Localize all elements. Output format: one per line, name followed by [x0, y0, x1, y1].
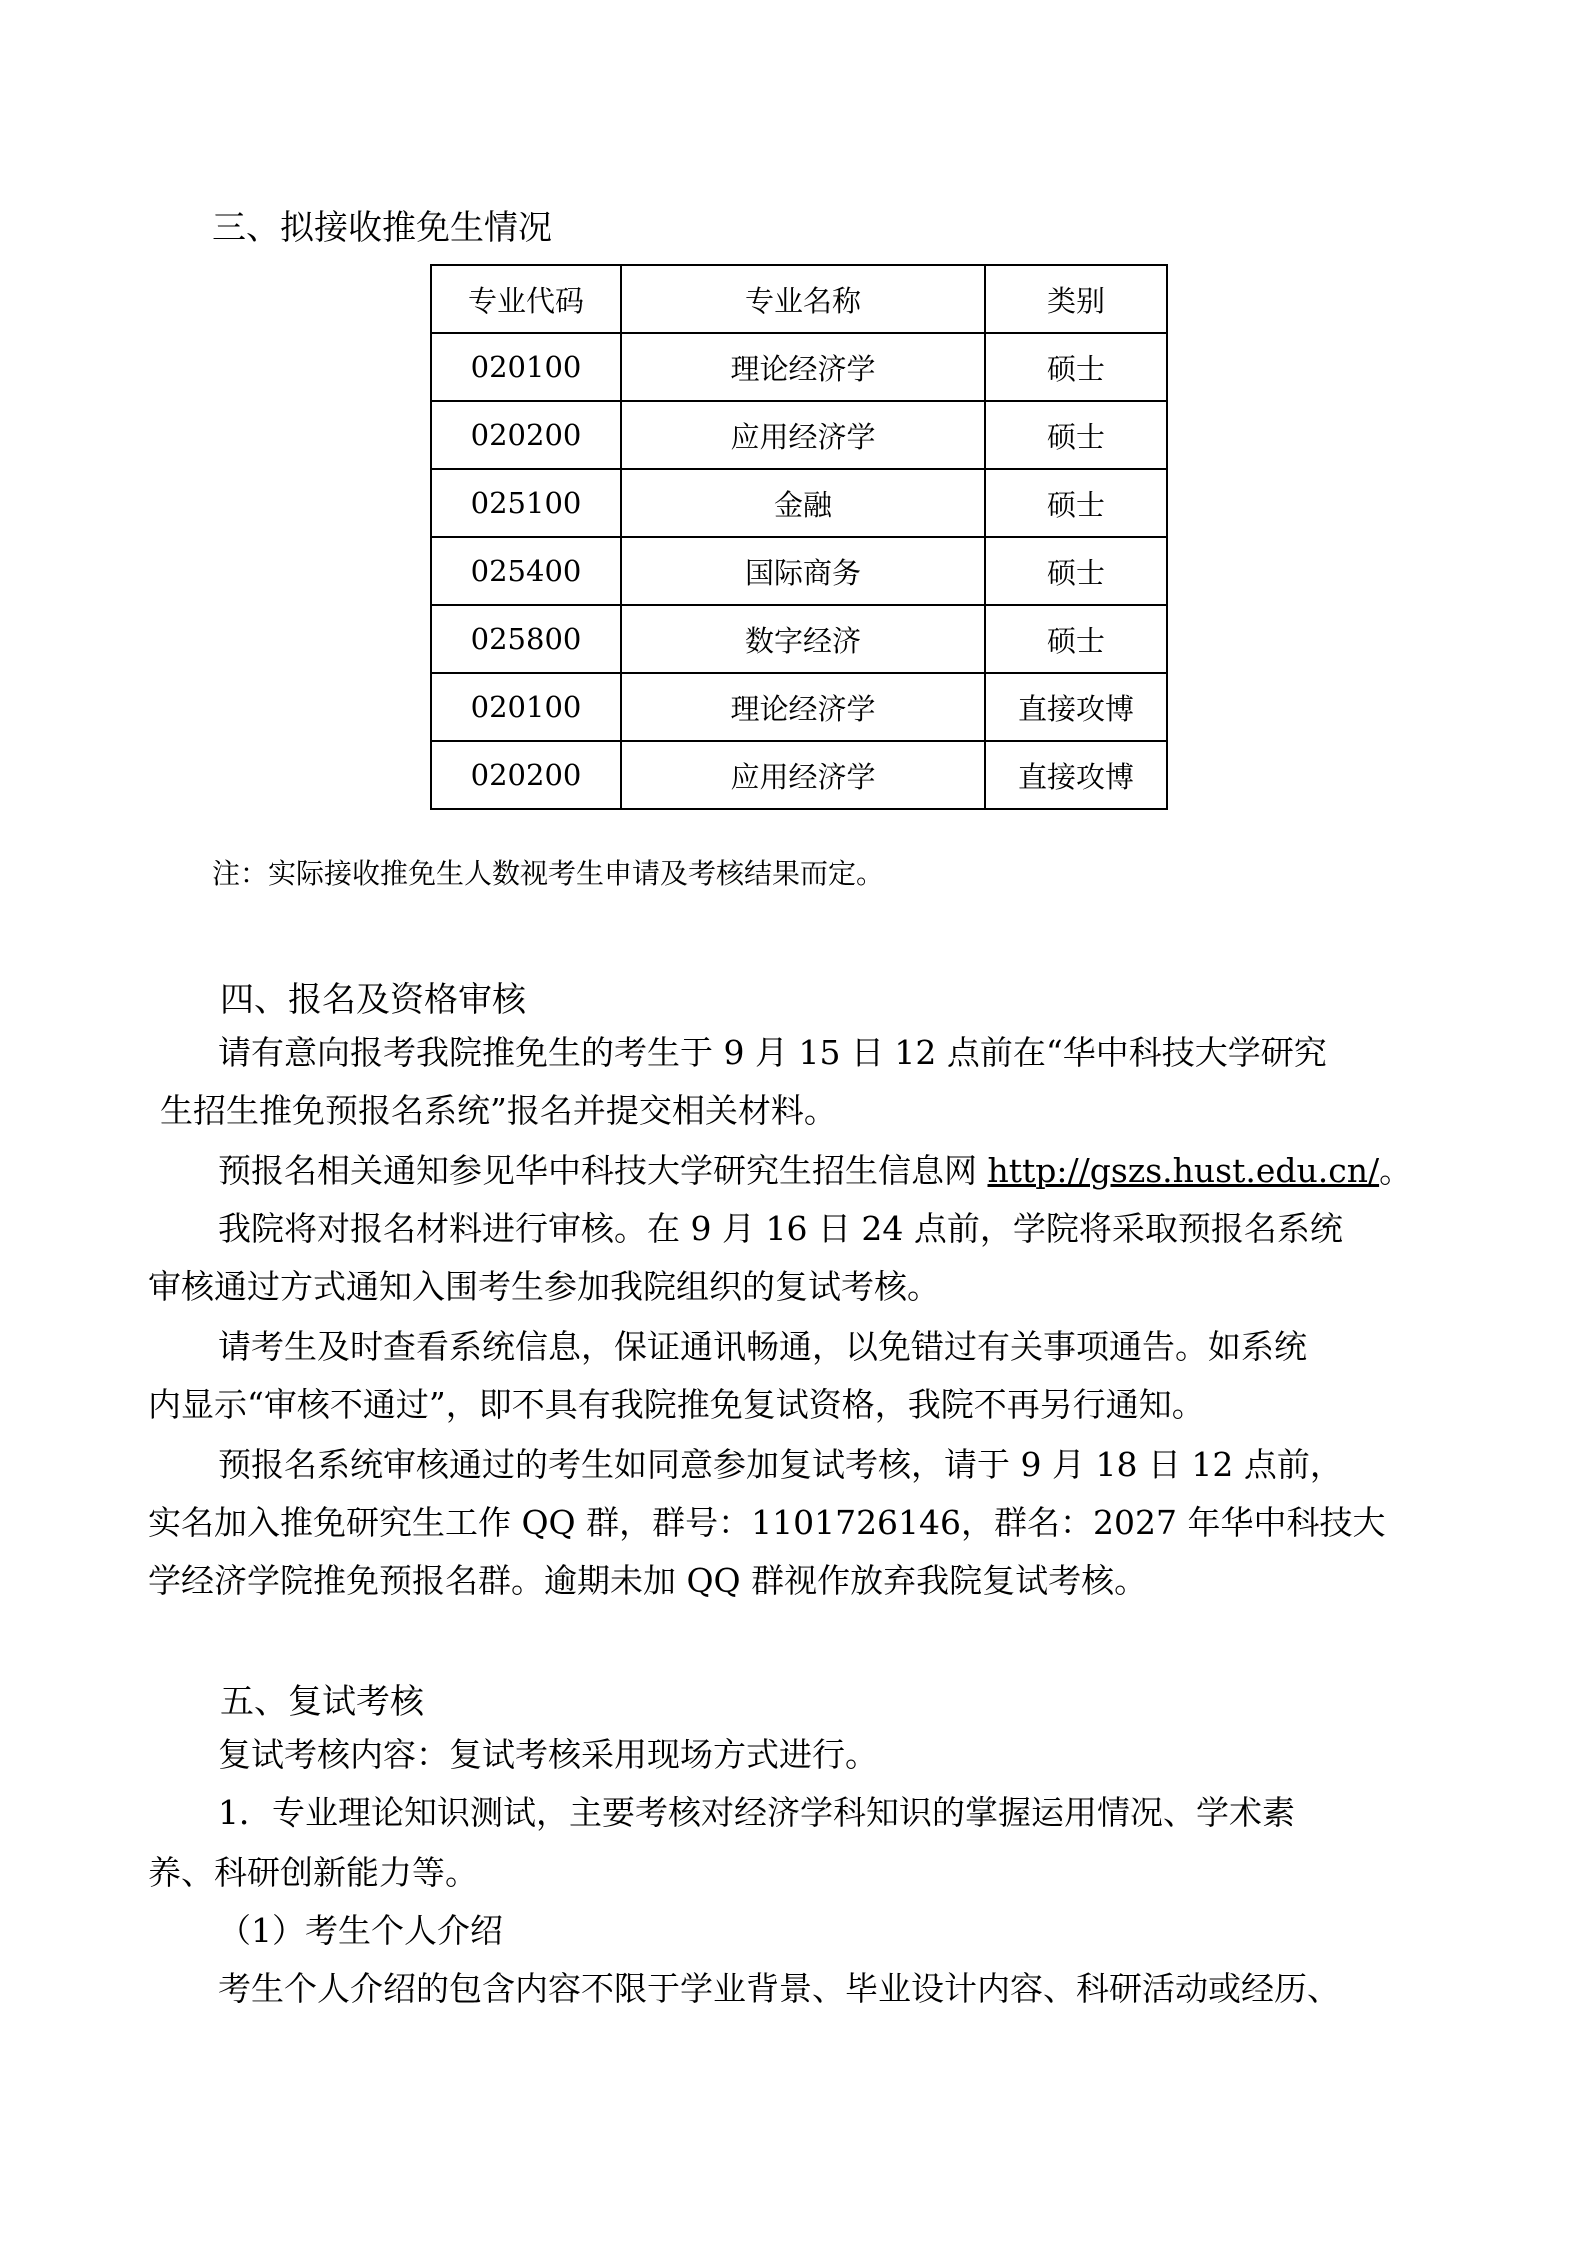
cell-code: 025800: [431, 605, 621, 673]
table-row: [431, 673, 1167, 741]
cell-category: 硕士: [985, 469, 1167, 537]
paragraph-line: 审核通过方式通知入围考生参加我院组织的复试考核。: [148, 1267, 940, 1306]
paragraph-line: 我院将对报名材料进行审核。在 9 月 16 日 24 点前，学院将采取预报名系统: [218, 1209, 1343, 1248]
admissions-site-link[interactable]: http://gszs.hust.edu.cn/: [987, 1151, 1380, 1190]
section-3-heading: 三、拟接收推免生情况: [212, 208, 552, 248]
cell-category: 硕士: [985, 333, 1167, 401]
paragraph-line: 内显示“审核不通过”，即不具有我院推免复试资格，我院不再另行通知。: [148, 1385, 1205, 1424]
cell-name: 数字经济: [621, 605, 985, 673]
paragraph-line: 学经济学院推免预报名群。逾期未加 QQ 群视作放弃我院复试考核。: [148, 1561, 1148, 1600]
majors-table: [430, 264, 1168, 810]
cell-category: 硕士: [985, 401, 1167, 469]
table-row: [431, 333, 1167, 401]
table-note: 注：实际接收推免生人数视考生申请及考核结果而定。: [212, 857, 885, 890]
paragraph-text: 预报名相关通知参见华中科技大学研究生招生信息网: [218, 1151, 988, 1190]
cell-name: 理论经济学: [621, 673, 985, 741]
cell-code: 025400: [431, 537, 621, 605]
cell-name: 国际商务: [621, 537, 985, 605]
cell-category: 直接攻博: [985, 741, 1167, 809]
paragraph-line: 预报名系统审核通过的考生如同意参加复试考核，请于 9 月 18 日 12 点前，: [218, 1445, 1343, 1484]
cell-name: 应用经济学: [621, 741, 985, 809]
table-row: [431, 401, 1167, 469]
paragraph-line: 请考生及时查看系统信息，保证通讯畅通，以免错过有关事项通告。如系统: [218, 1327, 1307, 1366]
paragraph-line: 复试考核内容：复试考核采用现场方式进行。: [218, 1735, 878, 1774]
paragraph-text: 。: [1379, 1151, 1413, 1190]
paragraph-line: 考生个人介绍的包含内容不限于学业背景、毕业设计内容、科研活动或经历、: [218, 1969, 1340, 2008]
section-4-heading: 四、报名及资格审核: [220, 980, 526, 1020]
table-header-row: [431, 265, 1167, 333]
paragraph-line: （1）考生个人介绍: [218, 1911, 503, 1950]
cell-code: 020100: [431, 333, 621, 401]
cell-category: 直接攻博: [985, 673, 1167, 741]
paragraph-line: [218, 1148, 1412, 1194]
cell-name: 理论经济学: [621, 333, 985, 401]
cell-category: 硕士: [985, 537, 1167, 605]
header-major-name: 专业名称: [621, 265, 985, 333]
cell-code: 020100: [431, 673, 621, 741]
cell-code: 025100: [431, 469, 621, 537]
paragraph-line: 生招生推免预报名系统”报名并提交相关材料。: [160, 1091, 837, 1130]
paragraph-line: 养、科研创新能力等。: [148, 1853, 478, 1892]
cell-name: 金融: [621, 469, 985, 537]
cell-code: 020200: [431, 741, 621, 809]
table-row: [431, 537, 1167, 605]
header-major-code: 专业代码: [431, 265, 621, 333]
header-category: 类别: [985, 265, 1167, 333]
section-5-heading: 五、复试考核: [220, 1682, 424, 1722]
paragraph-line: 实名加入推免研究生工作 QQ 群，群号：1101726146，群名：2027 年华中科技大: [148, 1503, 1386, 1542]
cell-name: 应用经济学: [621, 401, 985, 469]
paragraph-line: 1．专业理论知识测试，主要考核对经济学科知识的掌握运用情况、学术素: [218, 1793, 1295, 1832]
table-row: [431, 469, 1167, 537]
cell-category: 硕士: [985, 605, 1167, 673]
cell-code: 020200: [431, 401, 621, 469]
paragraph-line: 请有意向报考我院推免生的考生于 9 月 15 日 12 点前在“华中科技大学研究: [218, 1033, 1327, 1072]
table-row: [431, 741, 1167, 809]
table-row: [431, 605, 1167, 673]
